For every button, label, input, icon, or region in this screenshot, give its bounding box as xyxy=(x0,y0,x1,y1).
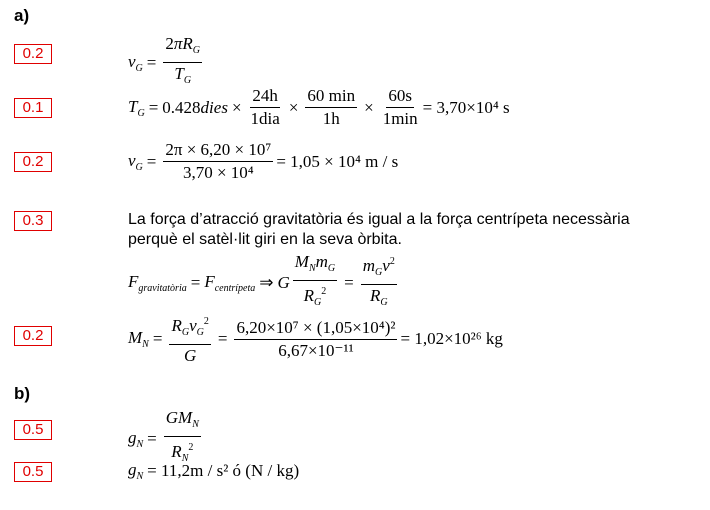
equation-gn-value: $g_N$ = 11,2m / s² ó (N / kg) xyxy=(128,460,300,482)
score-badge: 0.2 xyxy=(14,152,52,172)
tg-day: 1dia xyxy=(250,109,280,128)
score-badge: 0.5 xyxy=(14,462,52,482)
explanation-line-2: perquè el satèl·lit giri en la seva òrbita. xyxy=(128,231,402,248)
vg-result: = 1,05 × 10⁴ m / s xyxy=(276,151,399,171)
mn-numerator: 6,20×10⁷ × (1,05×10⁴)² xyxy=(234,318,397,340)
explanation-line-1: La força d’atracció gravitatòria és igual a la força centrípeta necessària xyxy=(128,211,630,228)
equation-vg-value: $v_G$ = $\frac{\text{2π × 6,20 × 10⁷}}{\text{3,70 × 10⁴}}$ = 1,05 × 10⁴ m / s xyxy=(128,140,399,182)
score-badge: 0.3 xyxy=(14,211,52,231)
tg-result: = 3,70×10⁴ s xyxy=(422,97,510,117)
tg-hours: 24h xyxy=(250,86,280,108)
score-badge: 0.2 xyxy=(14,44,52,64)
equation-vg-definition: $v_G$ = $\frac{2\pi R_G}{T_G}$ xyxy=(128,34,201,86)
equation-mn-value: $M_N$ = $\frac{R_Gv_G^2}{G}$ = $\frac{\text{6,20×10⁷ × (1,05×10⁴)²}}{\text{6,67×10⁻¹¹}}$ = 1,02×10²⁶ kg xyxy=(128,312,503,366)
equation-gn-definition: $g_N$ = $\frac{GM_N}{R_N^2}$ xyxy=(128,408,199,464)
explanation-text xyxy=(128,210,688,250)
section-b-label: b) xyxy=(14,384,31,403)
tg-1h: 1h xyxy=(322,109,340,128)
equation-force-balance: $F_{gravitatòria}$ = $F_{centrípeta}$ ⇒ G $\frac{M_Nm_G}{R_G^2}$ = $\frac{m_Gv^2}{R_G}$ xyxy=(128,252,395,308)
equation-tg-conversion: $T_G$ = 0.428 dies × $\frac{24h}{\text{1dia}}$ × $\frac{60 \min}{1h}$ × $\frac{60s}{1\min}$ = 3,70×10⁴ s xyxy=(128,86,510,128)
vg-denominator: 3,70 × 10⁴ xyxy=(182,163,254,182)
mn-result: = 1,02×10²⁶ kg xyxy=(400,329,503,348)
score-badge: 0.2 xyxy=(14,326,52,346)
score-badge: 0.5 xyxy=(14,420,52,440)
section-a-label: a) xyxy=(14,6,30,25)
gn-result: = 11,2m / s² ó (N / kg) xyxy=(147,461,300,480)
score-badge: 0.1 xyxy=(14,98,52,118)
tg-1min: 1min xyxy=(382,109,418,128)
vg-numerator: 2π × 6,20 × 10⁷ xyxy=(163,140,273,162)
mn-denominator: 6,67×10⁻¹¹ xyxy=(278,340,354,360)
tg-seconds: 60s xyxy=(386,86,414,108)
tg-minutes: 60 min xyxy=(305,86,357,108)
